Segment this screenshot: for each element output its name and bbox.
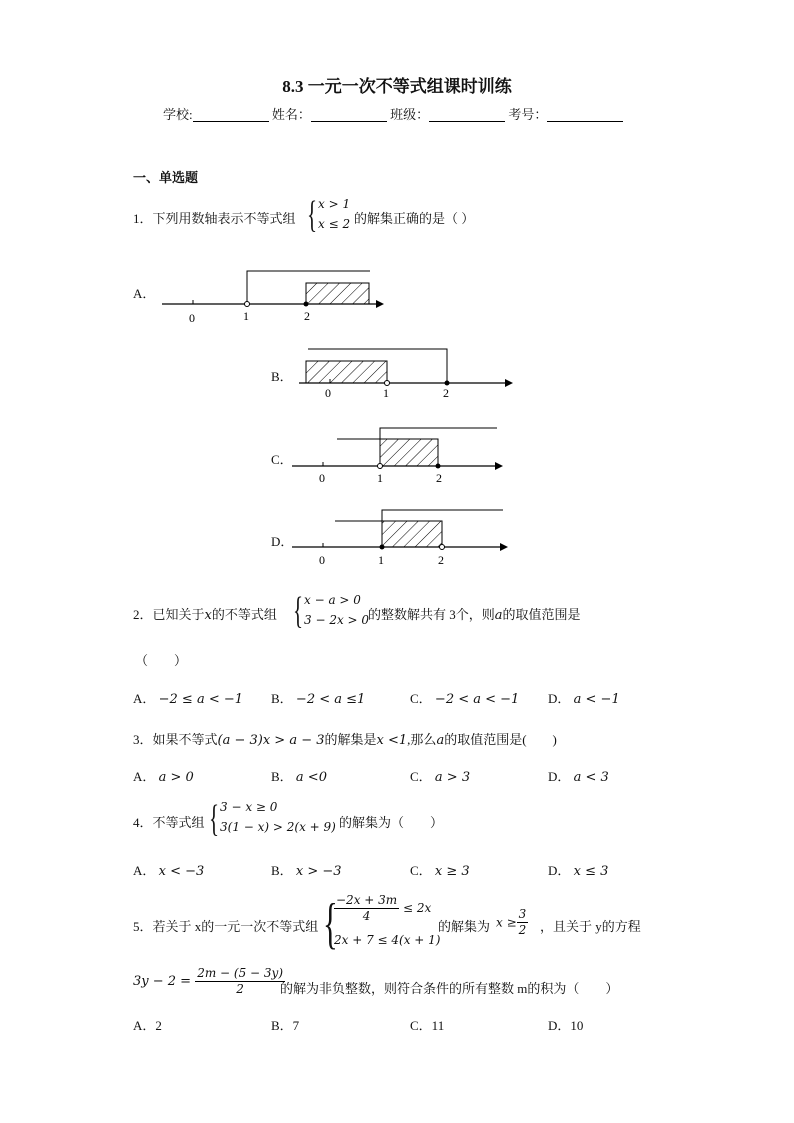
b-tick-label-0: 0: [325, 386, 331, 400]
question-2-line: [133, 604, 277, 623]
q4-brace: {: [209, 798, 220, 840]
q4-option-d[interactable]: D． x ≤ 3: [548, 863, 609, 879]
d-tick-label-0: 0: [319, 553, 325, 567]
q4-system: [220, 797, 336, 837]
q2-ineq-1: x − a > 0: [304, 593, 361, 607]
q1-ineq-2: x ≤ 2: [318, 217, 351, 231]
school-label: 学校:: [163, 107, 193, 122]
q2-suffix1: 的整数解共有 3个，则: [368, 607, 495, 622]
q2-ineq-2: 3 − 2x > 0: [304, 613, 370, 627]
question-5-prefix: 5．若关于 x的一元一次不等式组: [133, 919, 319, 934]
question-5-mid: 的解集为: [438, 919, 491, 934]
q1-option-c-label: C．: [271, 452, 293, 467]
question-1-prefix: 1．下列用数轴表示不等式组: [133, 211, 296, 226]
name-label: 姓名：: [271, 107, 311, 122]
q1-ineq-1: x > 1: [318, 197, 351, 211]
q5-brace: {: [323, 893, 338, 955]
q2-suffix2: 的取值范围是: [502, 607, 581, 622]
q5-solution: x ≥ $\frac{3}{2}$: [496, 907, 527, 937]
q4-option-c[interactable]: C． x ≥ 3: [410, 863, 470, 879]
tick-label-2: 2: [304, 309, 310, 323]
q1-option-b-label: B．: [271, 369, 293, 384]
q2-var2: a: [494, 608, 503, 623]
class-label: 班级：: [390, 107, 430, 122]
q4-option-a[interactable]: A． x < −3: [133, 863, 205, 879]
number-label: 考号：: [508, 107, 548, 122]
q3-mid: 的解集是: [324, 732, 377, 747]
q3-option-d[interactable]: D． a < 3: [548, 769, 609, 785]
c-tick-label-1: 1: [377, 471, 383, 485]
q5-fraction: $\frac{-2x + 3m}{4}$: [336, 893, 398, 923]
q2-var: x: [204, 608, 212, 623]
question-4-suffix: 的解集为（ ）: [339, 815, 444, 830]
tick-label-0: 0: [189, 311, 195, 325]
q3-expr: (a − 3)x > a − 3: [217, 733, 325, 748]
question-2-suffix: [368, 604, 581, 623]
question-5-suffix2: 的解为非负整数，则符合条件的所有整数 m的积为（ ）: [280, 981, 619, 996]
q2-system: [304, 590, 369, 630]
question-3: [133, 729, 557, 748]
b-tick-label-1: 1: [383, 386, 389, 400]
b-tick-label-2: 2: [443, 386, 449, 400]
closed-point-2: [304, 302, 309, 307]
open-point-1: [245, 302, 250, 307]
question-4-prefix: 4．不等式组: [133, 815, 205, 830]
q1-option-a-label: A．: [133, 286, 156, 301]
q2-paren: （ ）: [135, 653, 188, 668]
q5-option-c[interactable]: C．11: [410, 1018, 445, 1033]
q3-option-c[interactable]: C． a > 3: [410, 769, 471, 785]
q5-option-a[interactable]: A．2: [133, 1018, 162, 1033]
c-tick-label-2: 2: [436, 471, 442, 485]
q4-ineq-1: 3 − x ≥ 0: [220, 800, 278, 814]
question-5-suffix: ，且关于 y的方程: [540, 919, 641, 934]
tick-label-1: 1: [243, 309, 249, 323]
q4-option-b[interactable]: B． x > −3: [271, 863, 342, 879]
q2-option-b[interactable]: B． −2 < a ≤1: [271, 691, 366, 707]
c-tick-label-0: 0: [319, 471, 325, 485]
q3-mid2: ,那么: [407, 732, 437, 747]
q2-option-a[interactable]: A． −2 ≤ a < −1: [133, 691, 244, 707]
q2-option-c[interactable]: C． −2 < a < −1: [410, 691, 520, 707]
d-tick-label-1: 1: [378, 553, 384, 567]
axis-arrow: [376, 300, 384, 308]
q2-option-d[interactable]: D． a < −1: [548, 691, 620, 707]
q2-mid: 的不等式组: [211, 607, 277, 622]
q3-suffix: 的取值范围是( ): [444, 732, 557, 747]
page-title: 8.3 一元一次不等式组课时训练: [282, 77, 512, 96]
section-heading: 一、单选题: [133, 170, 199, 185]
q3-prefix: 3．如果不等式: [133, 732, 218, 747]
q3-option-b[interactable]: B． a <0: [271, 769, 327, 785]
question-1-suffix: 的解集正确的是（ ）: [354, 211, 475, 226]
q5-equation: 3y − 2 = $\frac{2m - (5 - 3y)}{2}$: [133, 966, 284, 996]
q1-option-d-label: D．: [271, 534, 294, 549]
q4-ineq-2: 3(1 − x) > 2(x + 9): [220, 820, 336, 834]
q5-system: [334, 893, 441, 947]
q2-brace: {: [293, 590, 304, 632]
q5-rhs1: ≤ 2x: [402, 901, 432, 915]
q5-ineq-2: 2x + 7 ≤ 4(x + 1): [334, 933, 441, 947]
q1-brace: {: [307, 194, 318, 236]
d-tick-label-2: 2: [438, 553, 444, 567]
q5-option-d[interactable]: D．10: [548, 1018, 584, 1033]
q3-var: a: [436, 733, 445, 748]
q5-option-b[interactable]: B．7: [271, 1018, 300, 1033]
q3-option-a[interactable]: A． a > 0: [133, 769, 194, 785]
q2-prefix: 2．已知关于: [133, 607, 205, 622]
q3-sol: x <1: [376, 733, 408, 748]
